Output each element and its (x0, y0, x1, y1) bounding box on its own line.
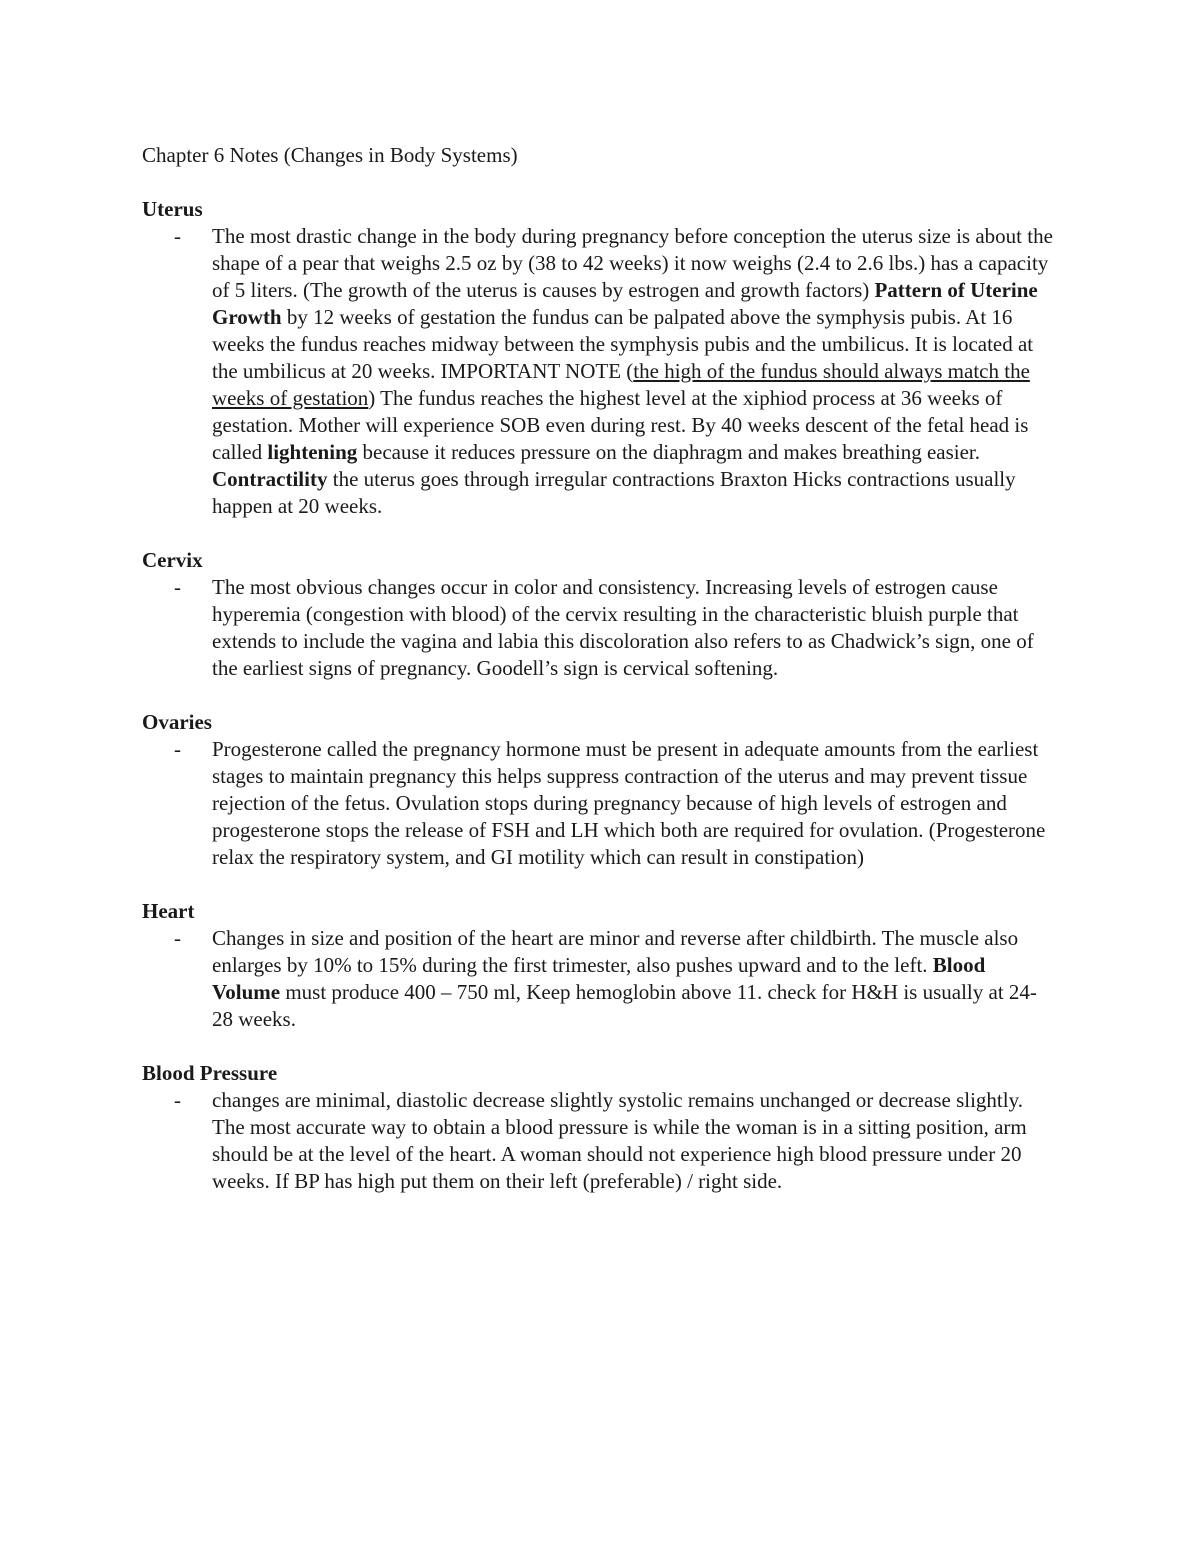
bullet-item (142, 1087, 1062, 1195)
text-run: Progesterone called the pregnancy hormone must be present in adequate amounts from the earliest stages to maintain pregnancy this helps suppress contraction of the uterus and may prevent tissue rejection of the fetus. Ovulation stops during pregnancy because of high levels of estrogen and progesterone stops the release of FSH and LH which both are required for ovulation. (Progesterone relax the respiratory system, and GI motility which can result in constipation) (212, 737, 1046, 869)
bullet-text (212, 925, 1057, 1033)
bullet-marker: - (174, 737, 181, 761)
bullet-text (212, 223, 1057, 520)
bold-term: Blood Volume (212, 953, 986, 1004)
bullet-item (142, 736, 1062, 871)
bold-term: Contractility (212, 467, 328, 491)
bullet-marker: - (174, 575, 181, 599)
bullet-marker: - (174, 1088, 181, 1112)
section-ovaries (142, 709, 1062, 871)
bullet-text (212, 574, 1057, 682)
bullet-marker: - (174, 926, 181, 950)
section-heart (142, 898, 1062, 1033)
section-cervix (142, 547, 1062, 682)
text-run: the uterus goes through irregular contractions Braxton Hicks contractions usually happen at 20 weeks. (212, 467, 1016, 518)
bullet-item (142, 925, 1062, 1033)
section-heading: Uterus (142, 197, 203, 221)
document-title: Chapter 6 Notes (Changes in Body Systems) (142, 143, 518, 167)
bullet-marker: - (174, 224, 181, 248)
document-page (142, 142, 1062, 1222)
section-heading: Heart (142, 899, 195, 923)
bullet-item (142, 223, 1062, 520)
text-run: ) The fundus reaches the highest level at the xiphiod process at 36 weeks of gestation. Mother will experience SOB even during rest. By 40 weeks descent of the fetal head is called (212, 386, 1029, 464)
bullet-item (142, 574, 1062, 682)
section-heading: Ovaries (142, 710, 212, 734)
bold-term: Pattern of Uterine Growth (212, 278, 1038, 329)
bullet-text (212, 1087, 1057, 1195)
text-run: must produce 400 – 750 ml, Keep hemoglobin above 11. check for H&H is usually at 24- 28 weeks. (212, 980, 1037, 1031)
bullet-text (212, 736, 1057, 871)
text-run: because it reduces pressure on the diaphragm and makes breathing easier. (357, 440, 981, 464)
text-run: changes are minimal, diastolic decrease slightly systolic remains unchanged or decrease slightly. The most accurate way to obtain a blood pressure is while the woman is in a sitting position, arm should be at the level of the heart. A woman should not experience high blood pressure under 20 weeks. If BP has high put them on their left (preferable) / right side. (212, 1088, 1027, 1193)
text-run: The most drastic change in the body during pregnancy before conception the uterus size is about the shape of a pear that weighs 2.5 oz by (38 to 42 weeks) it now weighs (2.4 to 2.6 lbs.) has a capacity of 5 liters. (The growth of the uterus is causes by estrogen and growth factors) (212, 224, 1053, 302)
section-uterus (142, 196, 1062, 520)
text-run: Changes in size and position of the heart are minor and reverse after childbirth. The muscle also enlarges by 10% to 15% during the first trimester, also pushes upward and to the left. (212, 926, 1019, 977)
underlined-note: the high of the fundus should always match the weeks of gestation (212, 359, 1030, 410)
text-run: by 12 weeks of gestation the fundus can be palpated above the symphysis pubis. At 16 weeks the fundus reaches midway between the symphysis pubis and the umbilicus. It is located at the umbilicus at 20 weeks. IMPORTANT NOTE ( (212, 305, 1034, 383)
section-heading: Cervix (142, 548, 203, 572)
section-heading: Blood Pressure (142, 1061, 278, 1085)
section-blood-pressure (142, 1060, 1062, 1195)
text-run: The most obvious changes occur in color and consistency. Increasing levels of estrogen cause hyperemia (congestion with blood) of the cervix resulting in the characteristic bluish purple that extends to include the vagina and labia this discoloration also refers to as Chadwick’s sign, one of the earliest signs of pregnancy. Goodell’s sign is cervical softening. (212, 575, 1034, 680)
bold-term: lightening (267, 440, 358, 464)
